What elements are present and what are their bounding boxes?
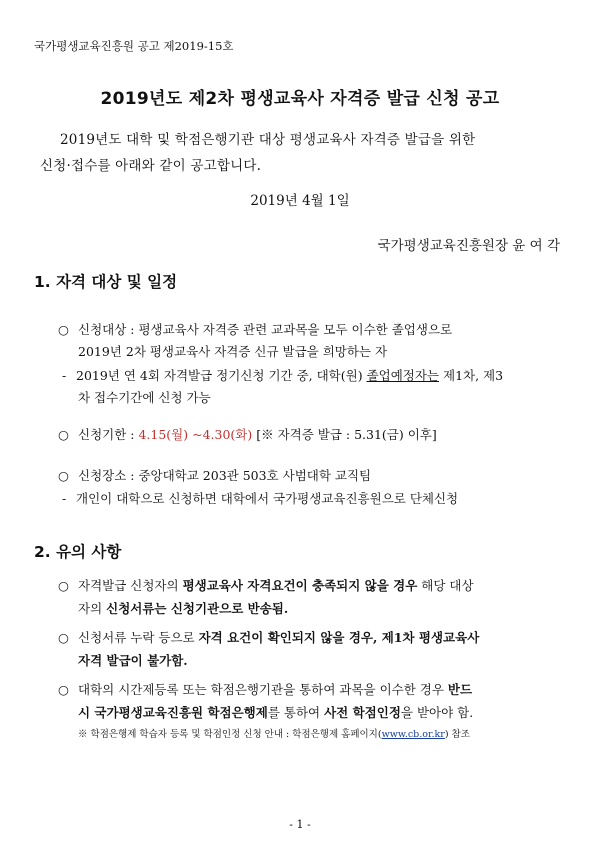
- intro-line-1: 2019년도 대학 및 학점은행기관 대상 평생교육사 자격증 발급을 위한: [60, 132, 476, 148]
- period-value: 4.15(월) ~4.30(화): [138, 427, 253, 442]
- caution3-text-b: 를 통하여: [267, 705, 325, 720]
- target-item: [58, 320, 452, 338]
- bullet-circle: ○: [58, 468, 69, 483]
- target-text-1: 신청대상 : 평생교육사 자격증 관련 교과목을 모두 이수한 졸업생으로: [78, 322, 453, 337]
- intro-line-2: 신청·접수를 아래와 같이 공고합니다.: [40, 158, 262, 174]
- note1-text-2: 차 접수기간에 신청 가능: [78, 390, 211, 405]
- signer: 국가평생교육진흥원장 윤 여 각: [377, 238, 560, 254]
- caution-item-1: [58, 576, 474, 594]
- caution1-text-d: 자의: [78, 601, 107, 616]
- caution-3-line-2: [78, 703, 473, 721]
- note2-text: 개인이 대학으로 신청하면 대학에서 국가평생교육진흥원으로 단체신청: [76, 491, 459, 506]
- caution1-text-a: 자격발급 신청자의: [78, 578, 183, 593]
- caution3-bold-2: 시 국가평생교육진흥원 학점은행제: [78, 705, 268, 720]
- caution2-text-a: 신청서류 누락 등으로: [78, 630, 199, 645]
- note-item-2: [62, 489, 458, 507]
- caution3-text-a: 대학의 시간제등록 또는 학점은행기관을 통하여 과목을 이수한 경우: [78, 682, 448, 697]
- footnote: [78, 726, 470, 740]
- section-2-heading: 2. 유의 사항: [34, 543, 122, 561]
- caution1-bold: 평생교육사 자격요건이 충족되지 않을 경우: [182, 578, 418, 593]
- target-text-2: 2019년 2차 평생교육사 자격증 신규 발급을 희망하는 자: [78, 344, 388, 359]
- bullet-circle: ○: [58, 322, 69, 337]
- dash-marker: -: [62, 368, 67, 383]
- place-item: [58, 466, 371, 484]
- caution-item-3: [58, 680, 472, 698]
- homepage-link[interactable]: www.cb.or.kr: [381, 729, 445, 740]
- bullet-circle: ○: [58, 427, 69, 442]
- place-text: 신청장소 : 중앙대학교 203관 503호 사범대학 교직팀: [78, 468, 372, 483]
- caution2-bold: 자격 요건이 확인되지 않을 경우, 제1차 평생교육사: [198, 630, 480, 645]
- period-item: [58, 425, 437, 443]
- caution3-bold-3: 사전 학점인정: [324, 705, 401, 720]
- footnote-text-a: ※ 학점은행제 학습자 등록 및 학점인정 신청 안내 : 학점은행제 홈페이지(: [78, 729, 382, 740]
- period-note: [※ 자격증 발급 : 5.31(금) 이후]: [252, 427, 437, 442]
- notice-date: 2019년 4월 1일: [250, 193, 350, 209]
- period-label: 신청기한 :: [78, 427, 139, 442]
- note-item-1: [62, 366, 503, 384]
- caution2-bold-2: 자격 발급이 불가함.: [78, 653, 188, 668]
- bullet-circle: ○: [58, 578, 69, 593]
- bullet-circle: ○: [58, 682, 69, 697]
- caution3-text-c: 을 받아야 함.: [400, 705, 474, 720]
- footnote-text-b: ) 참조: [444, 729, 470, 740]
- caution1-text-c: 해당 대상: [417, 578, 474, 593]
- caution-1-line-2: [78, 599, 288, 617]
- caution3-bold: 반드: [447, 682, 473, 697]
- caution-item-2: [58, 628, 479, 646]
- note1-underlined: 졸업예정자는: [366, 368, 440, 383]
- caution1-bold-2: 신청서류는 신청기관으로 반송됨.: [106, 601, 289, 616]
- section-1-heading: 1. 자격 대상 및 일정: [34, 273, 178, 291]
- notice-number: 국가평생교육진흥원 공고 제2019-15호: [34, 39, 234, 53]
- note1-text-a: 2019년 연 4회 자격발급 정기신청 기간 중, 대학(원): [76, 368, 367, 383]
- document-title: 2019년도 제2차 평생교육사 자격증 발급 신청 공고: [100, 89, 500, 109]
- dash-marker: -: [62, 491, 67, 506]
- bullet-circle: ○: [58, 630, 69, 645]
- page-number: - 1 -: [289, 818, 311, 831]
- note1-text-b: 제1차, 제3: [439, 368, 504, 383]
